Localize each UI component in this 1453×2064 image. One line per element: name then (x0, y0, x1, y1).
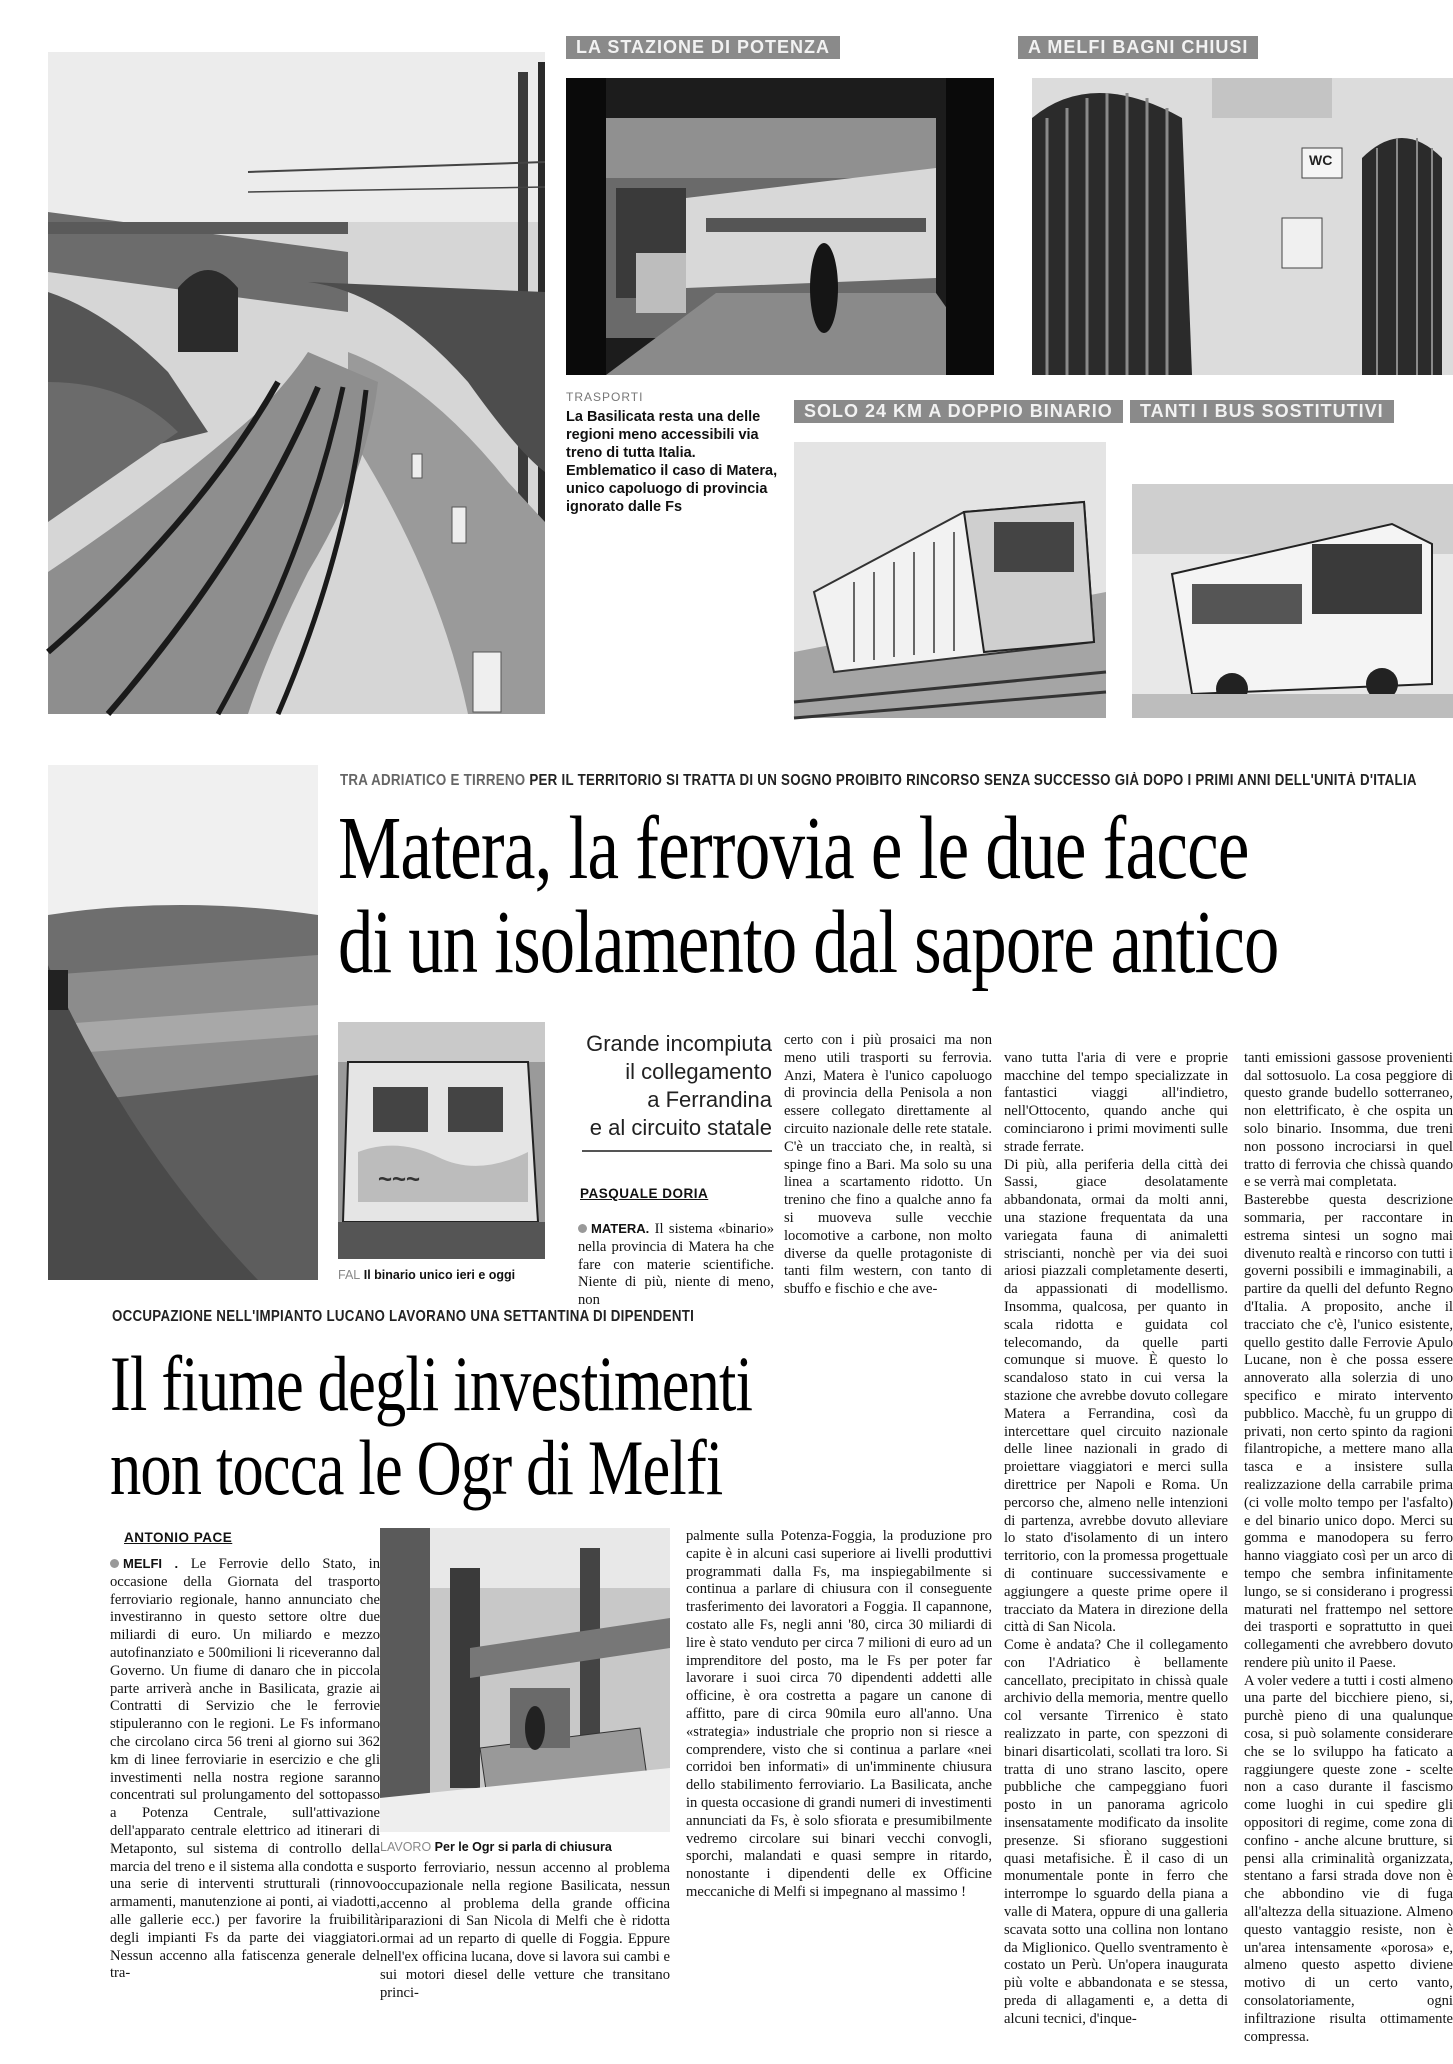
article1-photo-caption-text: Il binario unico ieri e oggi (363, 1268, 516, 1282)
article2-column-1-text: Le Ferrovie dello Stato, in occasione della Giornata del trasporto ferroviario regionale, hanno annunciato che investiranno in questo settore oltre due miliardi di euro. Un miliardo e mezzo autofinanziato e 500milioni li riceveranno dal Governo. Un fiume di danaro che in piccola parte arriverà anche in Basilicata, grazie ai Contratti di Servizio che le ferrovie stipuleranno con le regioni. Le Fs informano che circolano circa 56 treni al giorno sui 362 km di linee ferroviarie in esercizio e che gli investimenti nella nostra regione saranno concentrati sul prolungamento del sottopasso a Potenza Centrale, sull'attivazione dell'apparato centrale elettrico ad itinerari di Metaponto, sul sistema di controllo della marcia del treno e il sistema alla condotta e su una serie di interventi strutturali (rinnovo armamenti, manutenzione ai ponti, ai viadotti, alle gallerie ecc.) per favorire la fruibilità degli impianti Fs da parte dei viaggiatori. Nessun accenno alla fatiscenza generale del tra- (110, 1556, 381, 1982)
article1-kicker (340, 772, 1417, 790)
article1-deck-line: il collegamento (625, 1059, 772, 1084)
railway-track-photo (48, 52, 545, 714)
photo-tag-binario: SOLO 24 KM A DOPPIO BINARIO (794, 400, 1123, 423)
potenza-station-photo (566, 78, 994, 375)
article2-dateline: MELFI . (123, 1556, 179, 1571)
article1-column-4 (1244, 1032, 1453, 2045)
photo-tag-potenza: LA STAZIONE DI POTENZA (566, 36, 840, 59)
article1-column-3-text: vano tutta l'aria di vere e proprie macchine del tempo specializzate in fantastici viaggi all'indietro, nell'Ottocento, quando anche qui cominciarono i primi movimenti sulle strade ferrate. Di più, alla periferia della città dei Sassi, giace desolatamente abbandonata, ormai da molti anni, una stazione frequentata da una variegata fauna di animaletti striscianti, nonchè per via dei suoi ariosi piazzali completamente deserti, da appassionati di modellismo. Insomma, qualcosa, per quanto in scala ridotta e guidata col telecomando, da quelle parti comunque si muove. È questo lo scandaloso stato in cui versa la stazione che avrebbe dovuto collegare Matera a Ferrandina, così da intercettare quel circuito nazionale delle linee nazionali in grado di proiettare viaggiatori e merci sulla direttrice per Napoli e Roma. Un percorso che, almeno nelle intenzioni di partenza, avrebbe dovuto alleviare lo stato d'isolamento di un intero territorio, con la promessa progettuale di continuare successivamente e aggiungere a queste prime opere il tracciato da Matera in direzione della città di San Nicola. Come è andata? Che il collegamento con l'Adriatico è bellamente cancellato, precipitato in chissà quale archivio della memoria, mentre quello col versante Tirrenico è stato realizzato in parte, con spezzoni di binari disarticolati, scollati tra loro. Si tratta di uno strano lascito, opere pubbliche che campeggiano fuori posto in un panorama agricolo insensatamente modificato da insolite presenze. Si sfiorano suggestioni quasi metafisiche. È il caso di un monumentale ponte in ferro che interrompe lo sguardo della piana a valle di Matera, oppure di una galleria scavata sotto una collina non lontano da Miglionico. Quello sventramento è costato un Perù. Un'opera inaugurata più volte e abbandonata e se stessa, preda di allagamenti e, a detta di alcuni tecnici, d'inque- (1004, 1049, 1228, 2027)
top-caption-text: La Basilicata resta una delle regioni meno accessibili via treno di tutta Italia. Emblematico il caso di Matera, unico capoluogo di provincia ignorato dalle Fs (566, 409, 778, 515)
article2-kicker: OCCUPAZIONE NELL'IMPIANTO LUCANO LAVORANO UNA SETTANTINA DI DIPENDENTI (112, 1308, 695, 1325)
article1-deck-line: a Ferrandina (647, 1087, 772, 1112)
article1-photo-caption-src: FAL (338, 1268, 361, 1282)
article1-deck-line: e al circuito statale (589, 1115, 772, 1140)
svg-text:~~~: ~~~ (378, 1166, 421, 1193)
article2-column-1 (110, 1555, 380, 2045)
article1-byline: PASQUALE DORIA (580, 1186, 709, 1201)
article1-column-2 (784, 1032, 992, 1300)
top-caption-label: TRASPORTI (566, 390, 644, 404)
article1-headline-line2: di un isolamento dal sapore antico (338, 893, 1279, 992)
graffiti-train-photo (338, 1022, 545, 1259)
article1-deck-line: Grande incompiuta (586, 1031, 772, 1056)
article2-column-3-text: palmente sulla Potenza-Foggia, la produzione pro capite è in alcuni casi superiore ai livelli produttivi programmati dalla Fs, ma inspiegabilmente si continua a parlare di chiusura con il conseguente trasferimento dei lavoratori a Foggia. Il capannone, costato alle Fs, negli anni '80, circa 30 miliardi di lire è stato venduto per circa 7 milioni di euro ad un imprenditore del posto, ma le Fs per poter far lavorare i suoi circa 70 dipendenti addetti alle officine, è ora costretta a pagare un canone di affitto, pare di circa 90mila euro all'anno. Una «strategia» industriale che proprio non si riesce a comprendere, visto che si continua a parlare «nei corridoi ben informati» di un'imminente chiusura dello stabilimento ferroviario. La Basilicata, anche in questa occasione di grandi numeri di investimenti annunciati da Fs, è solo sfiorata e presumibilmente vedremo circolare sui binari vecchi convogli, sporchi, malandati e quasi sempre in ritardo, nonostante i dipendenti delle ex Officine meccaniche di Melfi si impegnano al massimo ! (686, 1528, 992, 1900)
article1-column-1-text: Il sistema «binario» nella provincia di Matera ha che fare con materie scientifiche. Niente di più, niente di meno, non (578, 1221, 774, 1309)
article1-column-1 (578, 1220, 774, 1309)
article2-column-2-text: sporto ferroviario, nessun accenno al problema occupazionale nella regione Basilicata, nessun accenno al problema della grande officina riparazioni di San Nicola di Melfi che è ridotta ormai ad un reparto di quelle di Foggia. Eppure nell'ex officina lucana, dove si lavora sui cambi e sui motori diesel delle vetture che transitano princi- (380, 1860, 670, 2001)
article1-deck-rule (582, 1150, 772, 1152)
dateline-bullet-icon (578, 1224, 587, 1233)
article2-headline-line1: Il fiume degli investimenti (110, 1340, 753, 1427)
article1-column-2-text: certo con i più prosaici ma non meno utili trasporti su ferrovia. Anzi, Matera è l'unico capoluogo di provincia della Penisola a non essere collegato direttamente al circuito nazionale delle rete statale. C'è un tracciato che, in realtà, si spinge fino a Bari. Ma solo su una linea a scartamento ridotto. Un trenino che fino a qualche anno fa si muoveva sulle vecchie locomotive a carbone, non molto diverse da quelle protagoniste di tanti film western, con tanto di sbuffo e fischio e che ave- (784, 1032, 992, 1298)
article2-photo-caption (380, 1840, 612, 1854)
photo-tag-melfi: A MELFI BAGNI CHIUSI (1018, 36, 1258, 59)
article1-photo-caption (338, 1268, 515, 1282)
article1-headline-line1: Matera, la ferrovia e le due facce (338, 799, 1249, 898)
landscape-photo (48, 765, 318, 1280)
wc-sign: WC (1309, 152, 1333, 168)
article1-kicker-lead: TRA ADRIATICO E TIRRENO (340, 772, 526, 789)
workshop-photo (380, 1528, 670, 1832)
melfi-bathrooms-photo (1032, 78, 1453, 375)
article2-column-2 (380, 1860, 670, 2040)
article2-photo-caption-text: Per le Ogr si parla di chiusura (434, 1840, 612, 1854)
article1-deck (560, 1030, 772, 1142)
article2-byline: ANTONIO PACE (124, 1530, 233, 1545)
article1-column-4-text: tanti emissioni gassose provenienti dal sottosuolo. La cosa peggiore di questo grande budello sotterraneo, non elettrificato, è che ospita un solo binario. Insomma, due treni non possono incrociarsi in quel tratto di ferrovia che chissà quando e se verrà mai completata. Basterebbe questa descrizione sommaria, per raccontare in estrema sintesi un sogno mai divenuto realtà e rincorso con tutti i governi possibili e immaginabili, a partire da quelli del defunto Regno d'Italia. A proposito, anche il tracciato che c'è, l'unico esistente, quello gestito dalle Ferrovie Apulo Lucane, non è che possa essere annoverato alla solerzia di uno specifico e mirato intervento pubblico. Macchè, fu un gruppo di privati, non certo spinto da ragioni filantropiche, a mettere mano alla tasca e a insistere sulla realizzazione della carrabile prima (ci volle molto tempo per l'asfalto) e del binario unico dopo. Merci su gomma e manodopera su ferro hanno viaggiato così per un arco di tempo che sembra infinitamente lungo, se si considerano i progressi maturati nel frattempo nel settore dei trasporti e soprattutto in quei collegamenti che avrebbero dovuto rendere più unito il Paese. A voler vedere a tutti i costi almeno una parte del bicchiere pieno, si, purchè pieno di una qualunque cosa, si può solamente considerare che se lo sviluppo ha faticato a raggiungere queste zone - scelte non a caso durante il fascismo come luoghi in cui spedire gli oppositori di regime, come zona di confino - anche alcune brutture, si pensi alla criminalità organizzata, stentano a farsi strada dove non è che abbondino vie di fuga all'altezza della situazione. Almeno questo vantaggio resiste, non è un'area intensamente «porosa» e, almeno questo aspetto diviene motivo di un certo vanto, consolatoriamente, ogni infiltrazione risulta ottimamente compressa. (1244, 1049, 1453, 2045)
article1-column-3 (1004, 1032, 1228, 2038)
article2-photo-caption-src: LAVORO (380, 1840, 432, 1854)
article1-kicker-rest: PER IL TERRITORIO SI TRATTA DI UN SOGNO PROIBITO RINCORSO SENZA SUCCESSO GIÀ DOPO I PRIMI ANNI DELL'UNITÀ D'ITALIA (529, 772, 1417, 789)
replacement-bus-photo (1132, 484, 1453, 718)
photo-tag-bus: TANTI I BUS SOSTITUTIVI (1130, 400, 1394, 423)
article1-dateline: MATERA. (591, 1221, 650, 1236)
dateline-bullet-icon (110, 1559, 119, 1568)
article2-column-3 (686, 1528, 992, 2043)
double-track-photo (794, 442, 1106, 718)
article2-headline-line2: non tocca le Ogr di Melfi (110, 1424, 723, 1511)
